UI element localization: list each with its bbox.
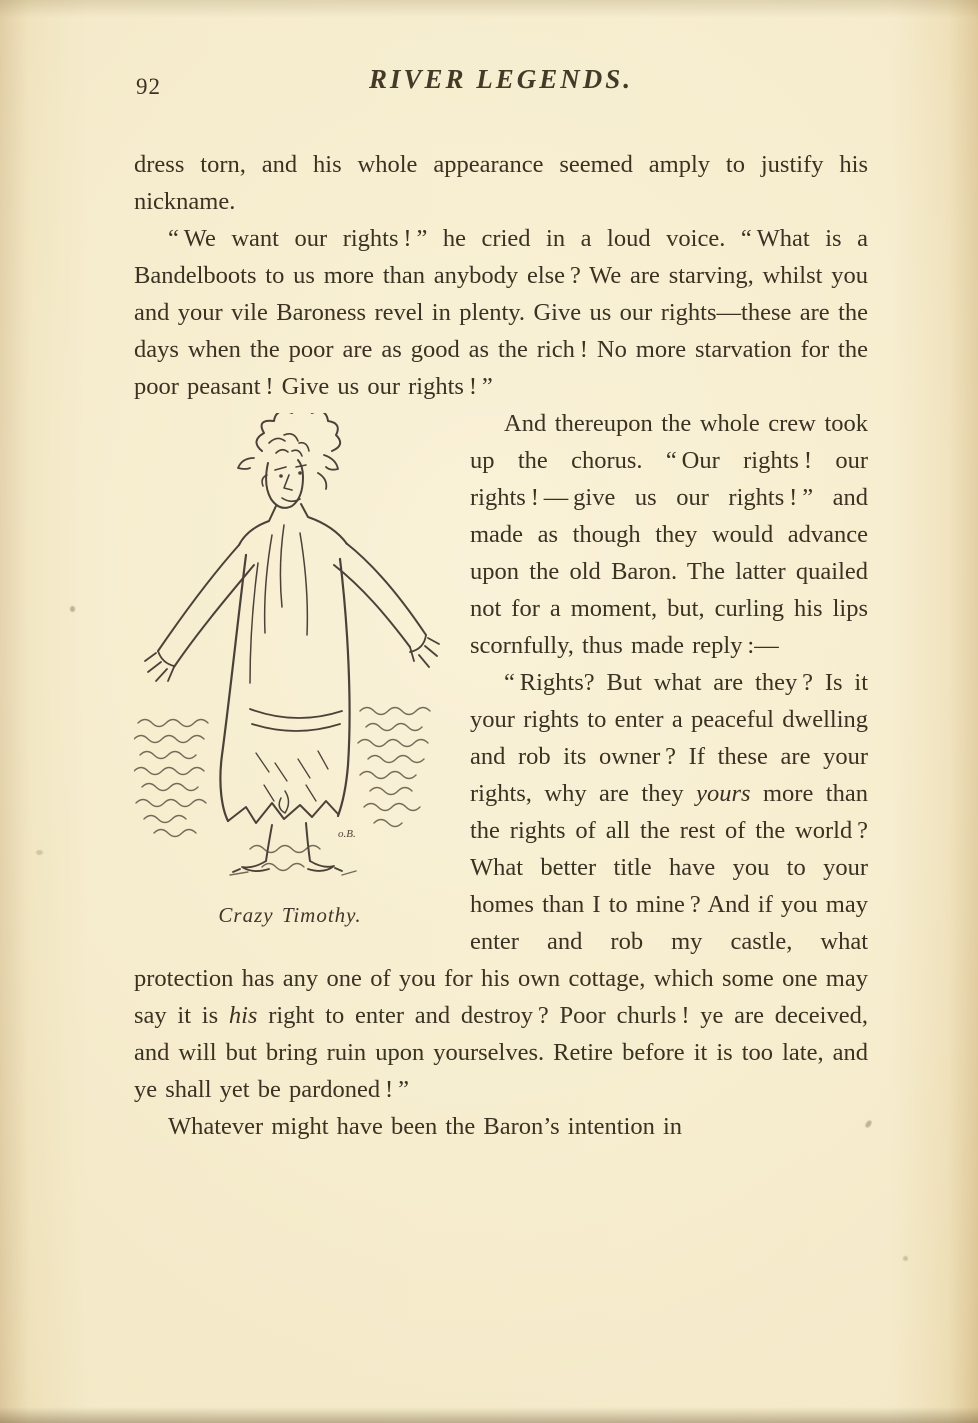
left-eye [279, 474, 283, 478]
robe-folds [250, 525, 307, 683]
robe-hatching [256, 751, 328, 801]
page-title: RIVER LEGENDS. [368, 64, 634, 94]
page-number: 92 [136, 74, 161, 99]
artist-signature: o.B. [338, 828, 356, 840]
paragraph: “ We want our rights ! ” he cried in a loud voice. “ What is a Bandelboots to us more than anybody else ? We are starving, whilst you and your vile Baroness revel in plenty. Give us our rights—these are the days when the poor are as good as the rich ! No more starvation for the poor peasant ! Give us our rights ! ” [134, 225, 868, 400]
body-text [134, 146, 868, 1145]
robe-right-edge [338, 559, 350, 816]
emphasized-word: yours [696, 780, 751, 807]
paper-stain [903, 1256, 908, 1261]
ground-squiggles-left [134, 720, 208, 837]
left-hand-sketch [145, 651, 174, 681]
robe-tear [279, 791, 288, 813]
shoulders-sketch [239, 504, 347, 545]
paragraph: Whatever might have been the Baron’s intention in [168, 1113, 683, 1140]
emphasized-word: his [228, 1002, 258, 1029]
paragraph-text: right to enter and destroy ? Poor churls ! ye are deceived, and will but bring ruin upon yourselves. Retire before it is too late, and ye shall yet be pardoned ! ” [134, 1002, 868, 1103]
hair-tufts [238, 455, 338, 489]
figure-caption: Crazy Timothy. [218, 903, 362, 927]
right-hand-sketch [410, 635, 439, 667]
feet-sketch [233, 861, 342, 872]
crazy-timothy-drawing [134, 413, 444, 883]
legs-sketch [266, 823, 310, 861]
paragraph: dress torn, and his whole appearance seemed amply to justify his nickname. [134, 151, 868, 215]
right-eye [298, 471, 302, 475]
hair-scribble [269, 434, 309, 456]
crazy-timothy-illustration [134, 413, 446, 934]
running-header [134, 64, 868, 108]
paragraph-text: “ Rights? But what are they ? Is it your rights to enter a peaceful dwelling and rob its owner ? If these are your rights, why are they [470, 669, 868, 807]
sash-sketch [250, 709, 342, 731]
paragraph: And thereupon the whole crew took up the chorus. “ Our rights ! our rights ! — give us our rights ! ” and made as though they would advance upon the old Baron. The latter quailed not for a moment, but, curling his lips scornfully, thus made reply :— [470, 410, 868, 659]
ground-squiggles-right [358, 708, 430, 827]
hair-sketch [256, 413, 340, 451]
robe-left-edge [220, 555, 246, 821]
paragraph-text: more than the rights of all the rest of the world ? What better title have you to your homes than I to mine ? And if you may enter and rob my castle, what protection has any one of you for his own cottage, which some one may say it is [134, 780, 868, 1029]
